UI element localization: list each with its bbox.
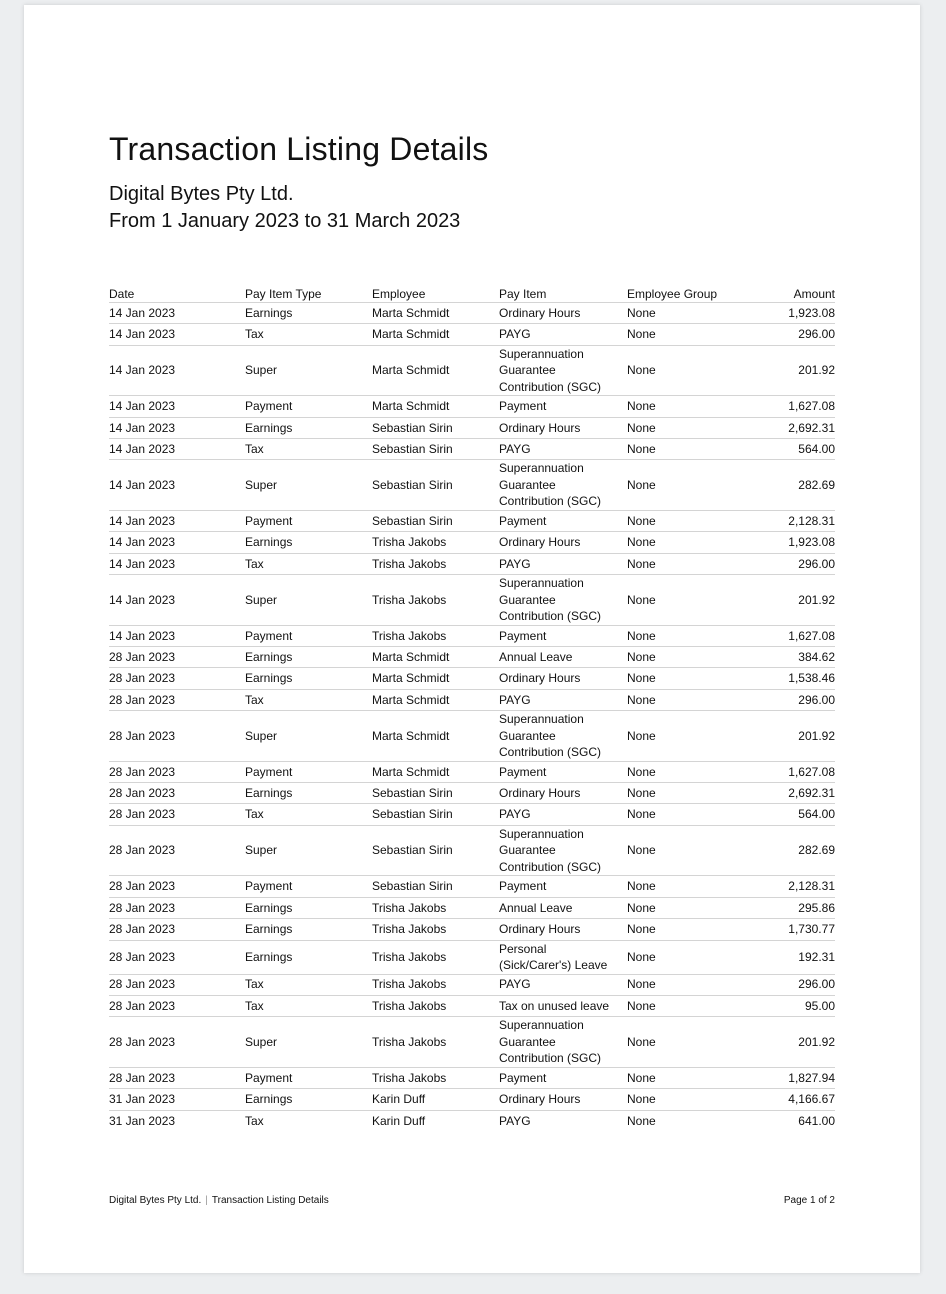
cell-pay-item-type: Earnings <box>245 303 372 324</box>
cell-pay-item: PAYG <box>499 1113 531 1128</box>
cell-employee-group: None <box>627 919 755 940</box>
cell-employee: Marta Schmidt <box>372 668 499 689</box>
cell-pay-item: Superannuation Guarantee Contribution (SGC) <box>499 460 627 511</box>
cell-pay-item: Tax on unused leave <box>499 995 627 1016</box>
cell-amount: 282.69 <box>755 460 835 511</box>
cell-pay-item-type: Earnings <box>245 897 372 918</box>
cell-date: 28 Jan 2023 <box>109 689 245 710</box>
column-header-date: Date <box>109 285 245 303</box>
cell-employee: Trisha Jakobs <box>372 1067 499 1088</box>
table-row <box>109 345 835 396</box>
report-page <box>24 5 920 1273</box>
cell-pay-item-type: Tax <box>245 553 372 574</box>
table-row <box>109 783 835 804</box>
table-row <box>109 804 835 825</box>
cell-pay-item-type: Super <box>245 1017 372 1068</box>
cell-amount: 564.00 <box>755 439 835 460</box>
cell-pay-item: Superannuation Guarantee Contribution (SGC) <box>499 345 627 396</box>
cell-pay-item-type: Earnings <box>245 532 372 553</box>
cell-pay-item: Ordinary Hours <box>499 303 627 324</box>
table-row <box>109 825 835 876</box>
cell-amount: 201.92 <box>755 575 835 626</box>
cell-date: 28 Jan 2023 <box>109 940 245 974</box>
cell-pay-item-type: Payment <box>245 876 372 897</box>
cell-amount: 4,166.67 <box>755 1089 835 1110</box>
cell-pay-item: Ordinary Hours <box>499 919 627 940</box>
cell-pay-item: PAYG <box>499 439 627 460</box>
cell-pay-item-type: Earnings <box>245 668 372 689</box>
cell-amount: 296.00 <box>755 689 835 710</box>
cell-amount: 2,128.31 <box>755 876 835 897</box>
table-row <box>109 897 835 918</box>
cell-amount: 201.92 <box>755 1017 835 1068</box>
cell-date: 28 Jan 2023 <box>109 761 245 782</box>
cell-employee: Sebastian Sirin <box>372 439 499 460</box>
cell-date: 14 Jan 2023 <box>109 625 245 646</box>
cell-amount: 1,923.08 <box>755 303 835 324</box>
cell-employee-group: None <box>627 940 755 974</box>
cell-date: 31 Jan 2023 <box>109 1113 176 1128</box>
cell-employee: Marta Schmidt <box>372 396 499 417</box>
cell-employee-group: None <box>627 1089 755 1110</box>
cell-amount: 641.00 <box>798 1113 835 1128</box>
cell-employee-group: None <box>627 995 755 1016</box>
column-header-pay-item: Pay Item <box>499 285 627 303</box>
cell-amount: 2,692.31 <box>755 783 835 804</box>
table-row <box>109 1110 835 1131</box>
cell-pay-item: Superannuation Guarantee Contribution (SGC) <box>499 575 627 626</box>
table-row <box>109 460 835 511</box>
table-row <box>109 940 835 974</box>
cell-employee-group: None <box>627 396 755 417</box>
cell-date: 14 Jan 2023 <box>109 324 245 345</box>
cell-amount: 296.00 <box>755 974 835 995</box>
cell-amount: 1,538.46 <box>755 668 835 689</box>
cell-employee-group: None <box>627 974 755 995</box>
cell-amount: 2,692.31 <box>755 417 835 438</box>
cell-employee: Trisha Jakobs <box>372 919 499 940</box>
cell-pay-item: PAYG <box>499 804 627 825</box>
cell-employee: Marta Schmidt <box>372 647 499 668</box>
table-row <box>109 647 835 668</box>
cell-amount: 1,627.08 <box>755 761 835 782</box>
cell-pay-item-type: Super <box>245 825 372 876</box>
cell-pay-item: Personal (Sick/Carer's) Leave <box>499 940 627 974</box>
cell-pay-item: PAYG <box>499 974 627 995</box>
cell-employee: Trisha Jakobs <box>372 1017 499 1068</box>
cell-date: 28 Jan 2023 <box>109 1067 245 1088</box>
table-row <box>109 689 835 710</box>
cell-amount: 1,627.08 <box>755 396 835 417</box>
cell-employee-group: None <box>627 460 755 511</box>
cell-pay-item-type: Tax <box>245 324 372 345</box>
cell-employee-group: None <box>627 647 755 668</box>
cell-amount: 1,923.08 <box>755 532 835 553</box>
cell-employee: Karin Duff <box>372 1089 499 1110</box>
cell-date: 28 Jan 2023 <box>109 668 245 689</box>
cell-date: 28 Jan 2023 <box>109 1017 245 1068</box>
page-footer <box>109 1195 329 1206</box>
cell-date: 28 Jan 2023 <box>109 995 245 1016</box>
table-row <box>109 974 835 995</box>
cell-date: 28 Jan 2023 <box>109 876 245 897</box>
column-header-employee: Employee <box>372 285 499 303</box>
cell-pay-item: Annual Leave <box>499 647 627 668</box>
table-row <box>109 532 835 553</box>
cell-pay-item-type: Earnings <box>245 417 372 438</box>
cell-pay-item-type: Earnings <box>245 919 372 940</box>
cell-employee-group: None <box>627 575 755 626</box>
cell-pay-item: Superannuation Guarantee Contribution (SGC) <box>499 1017 627 1068</box>
table-row <box>109 1089 835 1110</box>
cell-date: 14 Jan 2023 <box>109 532 245 553</box>
cell-pay-item: Payment <box>499 396 627 417</box>
cell-employee-group: None <box>627 804 755 825</box>
cell-employee-group: None <box>627 324 755 345</box>
cell-date: 31 Jan 2023 <box>109 1089 245 1110</box>
footer-company: Digital Bytes Pty Ltd. <box>109 1195 202 1206</box>
cell-employee-group: None <box>627 876 755 897</box>
cell-pay-item-type: Tax <box>245 804 372 825</box>
cell-pay-item: Payment <box>499 876 627 897</box>
cell-amount: 564.00 <box>755 804 835 825</box>
cell-date: 14 Jan 2023 <box>109 439 245 460</box>
cell-pay-item-type: Earnings <box>245 647 372 668</box>
cell-employee-group: None <box>627 711 755 762</box>
cell-employee-group: None <box>627 825 755 876</box>
cell-pay-item-type: Super <box>245 711 372 762</box>
cell-pay-item: Ordinary Hours <box>499 417 627 438</box>
cell-pay-item: Annual Leave <box>499 897 627 918</box>
cell-employee: Trisha Jakobs <box>372 995 499 1016</box>
cell-date: 28 Jan 2023 <box>109 783 245 804</box>
cell-employee-group: None <box>627 532 755 553</box>
report-period: From 1 January 2023 to 31 March 2023 <box>109 210 461 232</box>
cell-amount: 201.92 <box>755 711 835 762</box>
cell-employee-group: None <box>627 1113 656 1128</box>
cell-date: 28 Jan 2023 <box>109 825 245 876</box>
table-row <box>109 995 835 1016</box>
cell-pay-item: Ordinary Hours <box>499 1089 627 1110</box>
cell-amount: 1,827.94 <box>755 1067 835 1088</box>
cell-employee: Sebastian Sirin <box>372 510 499 531</box>
page-number: Page 1 of 2 <box>783 1195 835 1206</box>
table-row <box>109 625 835 646</box>
cell-pay-item-type: Payment <box>245 396 372 417</box>
cell-amount: 95.00 <box>755 995 835 1016</box>
cell-date: 14 Jan 2023 <box>109 553 245 574</box>
cell-pay-item: PAYG <box>499 324 627 345</box>
cell-employee: Karin Duff <box>372 1113 426 1128</box>
cell-date: 28 Jan 2023 <box>109 919 245 940</box>
column-header-amount: Amount <box>755 285 835 303</box>
cell-pay-item-type: Earnings <box>245 1089 372 1110</box>
table-row <box>109 1067 835 1088</box>
cell-date: 28 Jan 2023 <box>109 897 245 918</box>
table-row <box>109 668 835 689</box>
cell-employee-group: None <box>627 345 755 396</box>
cell-employee: Marta Schmidt <box>372 761 499 782</box>
table-row <box>109 396 835 417</box>
table-row <box>109 553 835 574</box>
cell-employee: Trisha Jakobs <box>372 940 499 974</box>
table-row <box>109 439 835 460</box>
cell-employee: Sebastian Sirin <box>372 876 499 897</box>
cell-date: 14 Jan 2023 <box>109 575 245 626</box>
cell-employee: Sebastian Sirin <box>372 783 499 804</box>
cell-pay-item: Ordinary Hours <box>499 532 627 553</box>
cell-pay-item-type: Tax <box>245 995 372 1016</box>
cell-date: 14 Jan 2023 <box>109 303 245 324</box>
cell-pay-item: Payment <box>499 761 627 782</box>
cell-amount: 296.00 <box>755 553 835 574</box>
cell-date: 14 Jan 2023 <box>109 417 245 438</box>
table-header-row <box>109 285 835 303</box>
cell-date: 14 Jan 2023 <box>109 345 245 396</box>
cell-employee-group: None <box>627 439 755 460</box>
cell-pay-item-type: Earnings <box>245 940 372 974</box>
cell-employee: Trisha Jakobs <box>372 575 499 626</box>
cell-date: 14 Jan 2023 <box>109 510 245 531</box>
cell-amount: 192.31 <box>755 940 835 974</box>
cell-amount: 1,730.77 <box>755 919 835 940</box>
cell-employee-group: None <box>627 897 755 918</box>
cell-employee-group: None <box>627 1067 755 1088</box>
cell-date: 28 Jan 2023 <box>109 711 245 762</box>
table-row <box>109 575 835 626</box>
cell-employee: Sebastian Sirin <box>372 460 499 511</box>
cell-amount: 201.92 <box>755 345 835 396</box>
cell-amount: 296.00 <box>755 324 835 345</box>
cell-employee-group: None <box>627 417 755 438</box>
cell-pay-item-type: Earnings <box>245 783 372 804</box>
cell-date: 28 Jan 2023 <box>109 647 245 668</box>
cell-employee-group: None <box>627 783 755 804</box>
cell-employee: Marta Schmidt <box>372 689 499 710</box>
cell-date: 14 Jan 2023 <box>109 460 245 511</box>
footer-report-name: Transaction Listing Details <box>211 1195 329 1206</box>
cell-date: 14 Jan 2023 <box>109 396 245 417</box>
cell-amount: 295.86 <box>755 897 835 918</box>
cell-employee-group: None <box>627 668 755 689</box>
table-row <box>109 303 835 324</box>
cell-employee-group: None <box>627 1017 755 1068</box>
footer-separator: | <box>205 1195 208 1206</box>
cell-pay-item-type: Tax <box>245 689 372 710</box>
cell-employee: Marta Schmidt <box>372 345 499 396</box>
table-row <box>109 711 835 762</box>
cell-pay-item-type: Payment <box>245 1067 372 1088</box>
table-row <box>109 1017 835 1068</box>
cell-employee-group: None <box>627 761 755 782</box>
cell-pay-item: Superannuation Guarantee Contribution (SGC) <box>499 711 627 762</box>
cell-pay-item-type: Payment <box>245 761 372 782</box>
cell-pay-item: Superannuation Guarantee Contribution (SGC) <box>499 825 627 876</box>
cell-employee: Trisha Jakobs <box>372 625 499 646</box>
cell-employee: Marta Schmidt <box>372 303 499 324</box>
cell-pay-item-type: Tax <box>245 1113 264 1128</box>
cell-employee-group: None <box>627 303 755 324</box>
table-row <box>109 417 835 438</box>
cell-pay-item: Ordinary Hours <box>499 783 627 804</box>
cell-date: 28 Jan 2023 <box>109 974 245 995</box>
cell-employee-group: None <box>627 625 755 646</box>
cell-pay-item: Payment <box>499 510 627 531</box>
cell-employee-group: None <box>627 510 755 531</box>
cell-employee-group: None <box>627 689 755 710</box>
cell-employee: Marta Schmidt <box>372 711 499 762</box>
cell-pay-item-type: Super <box>245 345 372 396</box>
cell-pay-item: PAYG <box>499 689 627 710</box>
table-row <box>109 510 835 531</box>
cell-pay-item-type: Tax <box>245 974 372 995</box>
report-title: Transaction Listing Details <box>109 131 489 167</box>
cell-employee: Trisha Jakobs <box>372 553 499 574</box>
cell-employee: Sebastian Sirin <box>372 417 499 438</box>
cell-amount: 282.69 <box>755 825 835 876</box>
cell-employee-group: None <box>627 553 755 574</box>
table-row <box>109 876 835 897</box>
cell-pay-item-type: Tax <box>245 439 372 460</box>
cell-amount: 1,627.08 <box>755 625 835 646</box>
cell-pay-item: Ordinary Hours <box>499 668 627 689</box>
cell-pay-item: Payment <box>499 625 627 646</box>
cell-pay-item: Payment <box>499 1067 627 1088</box>
cell-pay-item: PAYG <box>499 553 627 574</box>
table-row <box>109 919 835 940</box>
company-name: Digital Bytes Pty Ltd. <box>109 183 294 205</box>
cell-amount: 384.62 <box>755 647 835 668</box>
cell-date: 28 Jan 2023 <box>109 804 245 825</box>
cell-pay-item-type: Payment <box>245 625 372 646</box>
table-body <box>109 303 835 1131</box>
cell-employee: Trisha Jakobs <box>372 974 499 995</box>
cell-employee: Trisha Jakobs <box>372 532 499 553</box>
cell-employee: Sebastian Sirin <box>372 825 499 876</box>
column-header-pay-item-type: Pay Item Type <box>245 285 372 303</box>
table-row <box>109 761 835 782</box>
transaction-table <box>109 285 835 1131</box>
column-header-employee-group: Employee Group <box>627 285 755 303</box>
cell-employee: Trisha Jakobs <box>372 897 499 918</box>
table-row <box>109 324 835 345</box>
cell-pay-item-type: Super <box>245 460 372 511</box>
cell-amount: 2,128.31 <box>755 510 835 531</box>
cell-employee: Sebastian Sirin <box>372 804 499 825</box>
cell-pay-item-type: Payment <box>245 510 372 531</box>
cell-employee: Marta Schmidt <box>372 324 499 345</box>
cell-pay-item-type: Super <box>245 575 372 626</box>
